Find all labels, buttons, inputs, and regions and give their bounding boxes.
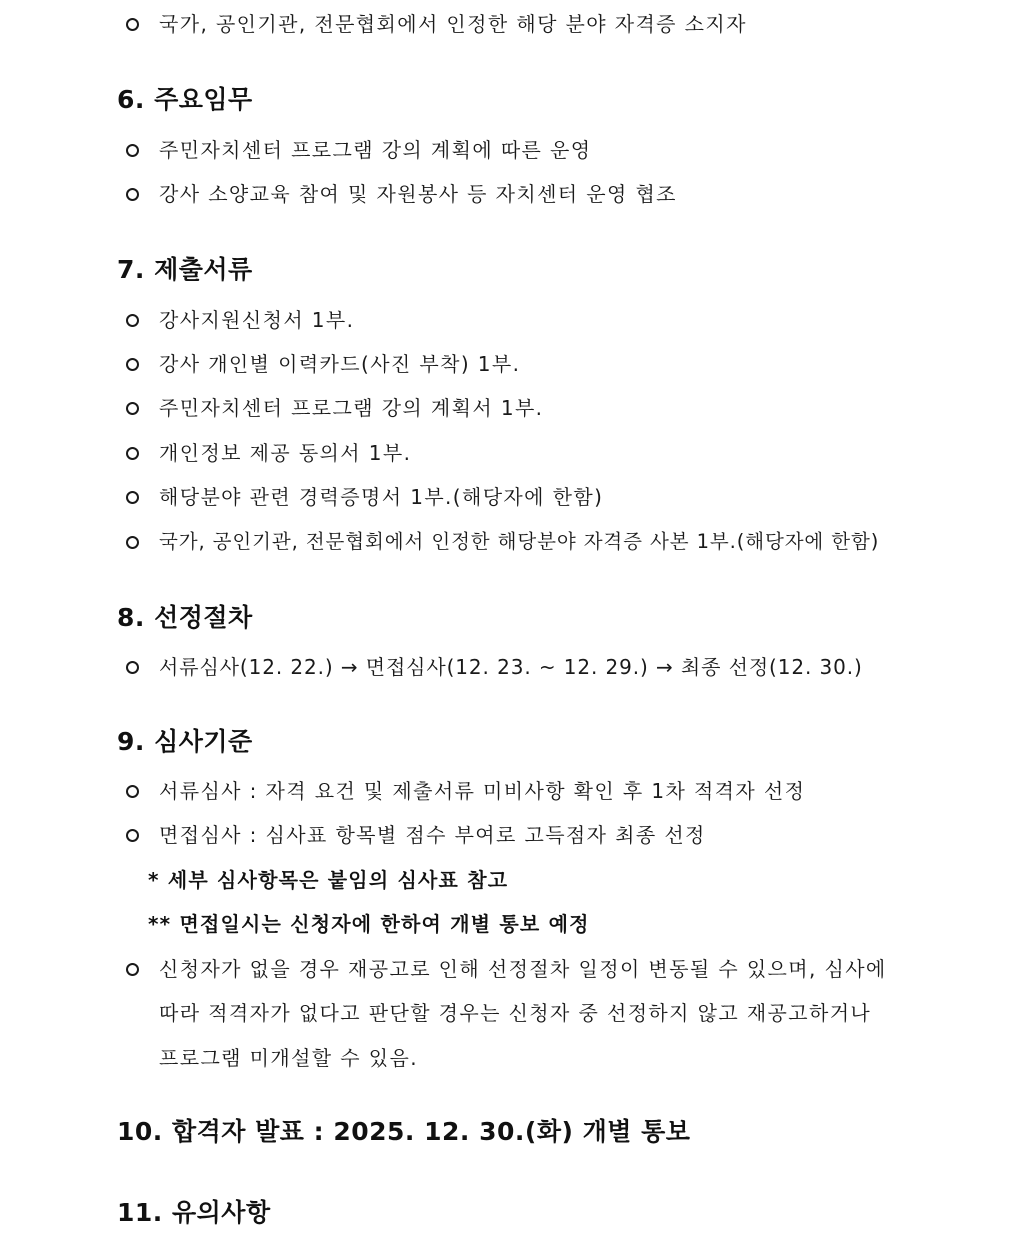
note-line: ** 면접일시는 신청자에 한하여 개별 통보 예정 — [148, 912, 590, 936]
section-heading-6: 6. 주요임무 — [117, 85, 253, 114]
list-item-line: 따라 적격자가 없다고 판단할 경우는 신청자 중 선정하지 않고 재공고하거나 — [159, 1001, 872, 1025]
bullet-circle-icon — [126, 402, 139, 415]
bullet-circle-icon — [126, 963, 139, 976]
section-heading-9: 9. 심사기준 — [117, 727, 253, 756]
list-item: 주민자치센터 프로그램 강의 계획서 1부. — [159, 396, 544, 420]
section-heading-10: 10. 합격자 발표 : 2025. 12. 30.(화) 개별 통보 — [117, 1117, 691, 1146]
list-item: 강사 소양교육 참여 및 자원봉사 등 자치센터 운영 협조 — [159, 182, 677, 206]
list-item: 해당분야 관련 경력증명서 1부.(해당자에 한함) — [159, 485, 604, 509]
bullet-circle-icon — [126, 491, 139, 504]
bullet-circle-icon — [126, 358, 139, 371]
bullet-circle-icon — [126, 18, 139, 31]
list-item: 서류심사 : 자격 요건 및 제출서류 미비사항 확인 후 1차 적격자 선정 — [159, 779, 806, 803]
bullet-circle-icon — [126, 314, 139, 327]
list-item: 면접심사 : 심사표 항목별 점수 부여로 고득점자 최종 선정 — [159, 823, 706, 847]
bullet-circle-icon — [126, 661, 139, 674]
list-item: 국가, 공인기관, 전문협회에서 인정한 해당 분야 자격증 소지자 — [159, 12, 747, 36]
list-item: 개인정보 제공 동의서 1부. — [159, 441, 412, 465]
section-heading-8: 8. 선정절차 — [117, 603, 253, 632]
bullet-circle-icon — [126, 144, 139, 157]
note-line: * 세부 심사항목은 붙임의 심사표 참고 — [148, 868, 509, 892]
bullet-circle-icon — [126, 829, 139, 842]
list-item: 강사지원신청서 1부. — [159, 308, 355, 332]
bullet-circle-icon — [126, 785, 139, 798]
list-item: 주민자치센터 프로그램 강의 계획에 따른 운영 — [159, 138, 592, 162]
bullet-circle-icon — [126, 188, 139, 201]
list-item: 강사 개인별 이력카드(사진 부착) 1부. — [159, 352, 521, 376]
list-item-line: 프로그램 미개설할 수 있음. — [159, 1046, 418, 1070]
list-item: 국가, 공인기관, 전문협회에서 인정한 해당분야 자격증 사본 1부.(해당자에 한함) — [159, 530, 880, 553]
bullet-circle-icon — [126, 447, 139, 460]
bullet-circle-icon — [126, 536, 139, 549]
section-heading-7: 7. 제출서류 — [117, 255, 253, 284]
list-item-line: 신청자가 없을 경우 재공고로 인해 선정절차 일정이 변동될 수 있으며, 심사에 — [159, 957, 887, 981]
section-heading-11: 11. 유의사항 — [117, 1198, 271, 1227]
list-item: 서류심사(12. 22.) → 면접심사(12. 23. ~ 12. 29.) → 최종 선정(12. 30.) — [159, 655, 863, 679]
